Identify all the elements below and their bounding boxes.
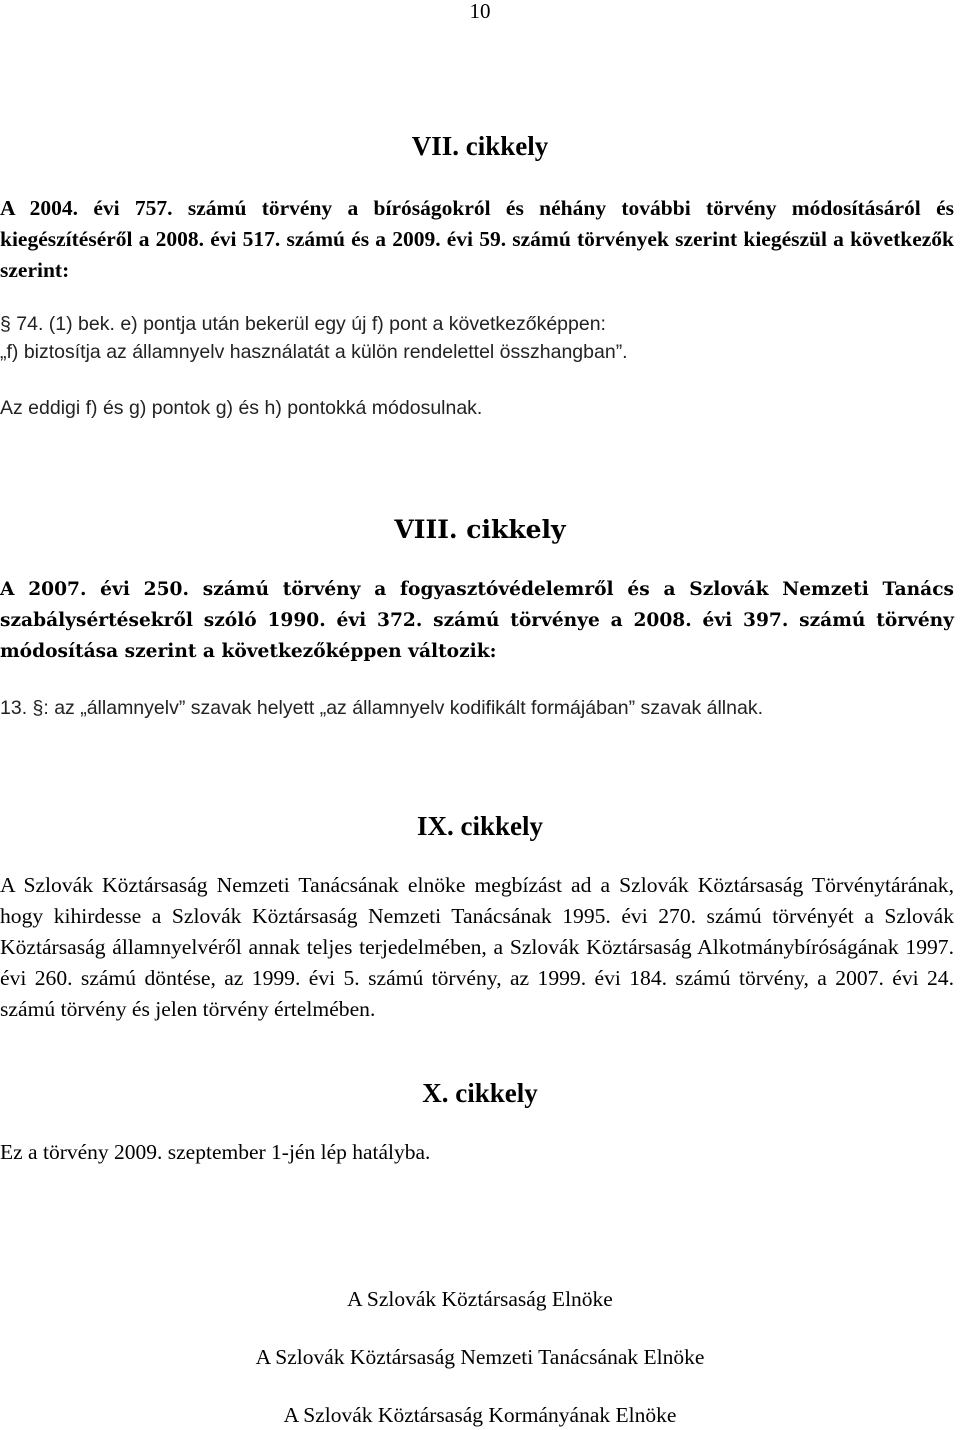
section-10-heading: X. cikkely bbox=[422, 1078, 538, 1108]
section-10-body: Ez a törvény 2009. szeptember 1-jén lép hatályba. bbox=[0, 1140, 431, 1164]
section-7-line-3: Az eddigi f) és g) pontok g) és h) pontokká módosulnak. bbox=[0, 397, 483, 419]
section-8-intro: A 2007. évi 250. számú törvény a fogyasztóvédelemről és a Szlovák Nemzeti Tanács szabálysértésekről szóló 1990. évi 372. számú törvénye a 2008. évi 397. számú törvény módosítása szerint a következőképpen változik: bbox=[0, 579, 954, 662]
section-8-line-1: 13. §: az „államnyelv” szavak helyett „az államnyelv kodifikált formájában” szavak állnak. bbox=[0, 697, 763, 719]
section-8-heading: VIII. cikkely bbox=[394, 515, 566, 544]
section-7-line-1: § 74. (1) bek. e) pontja után bekerül egy új f) pont a következőképpen: bbox=[0, 313, 606, 335]
section-7-intro: A 2004. évi 757. számú törvény a bíróságokról és néhány további törvény módosításáról és kiegészítéséről a 2008. évi 517. számú és a 2009. évi 59. számú törvények szerint kiegészül a következők szerint: bbox=[0, 196, 954, 282]
section-7-line-2: „f) biztosítja az államnyelv használatát a külön rendelettel összhangban”. bbox=[0, 341, 628, 363]
signature-president: A Szlovák Köztársaság Elnöke bbox=[347, 1287, 613, 1311]
signature-prime-minister: A Szlovák Köztársaság Kormányának Elnöke bbox=[283, 1403, 677, 1427]
section-9-heading: IX. cikkely bbox=[416, 811, 543, 841]
section-9-body: A Szlovák Köztársaság Nemzeti Tanácsának elnöke megbízást ad a Szlovák Köztársaság Törvénytárának, hogy kihirdesse a Szlovák Köztársaság Nemzeti Tanácsának 1995. évi 270. számú törvényét a Szlovák Köztársaság államnyelvéről annak teljes terjedelmében, a Szlovák Köztársaság Alkotmánybíróságának 1997. évi 260. számú döntése, az 1999. évi 5. számú törvény, az 1999. évi 184. számú törvény, a 2007. évi 24. számú törvény és jelen törvény értelmében. bbox=[0, 873, 954, 1021]
page-number: 10 bbox=[469, 0, 491, 23]
signature-parliament-speaker: A Szlovák Köztársaság Nemzeti Tanácsának Elnöke bbox=[255, 1345, 705, 1369]
section-7-heading: VII. cikkely bbox=[411, 131, 549, 161]
